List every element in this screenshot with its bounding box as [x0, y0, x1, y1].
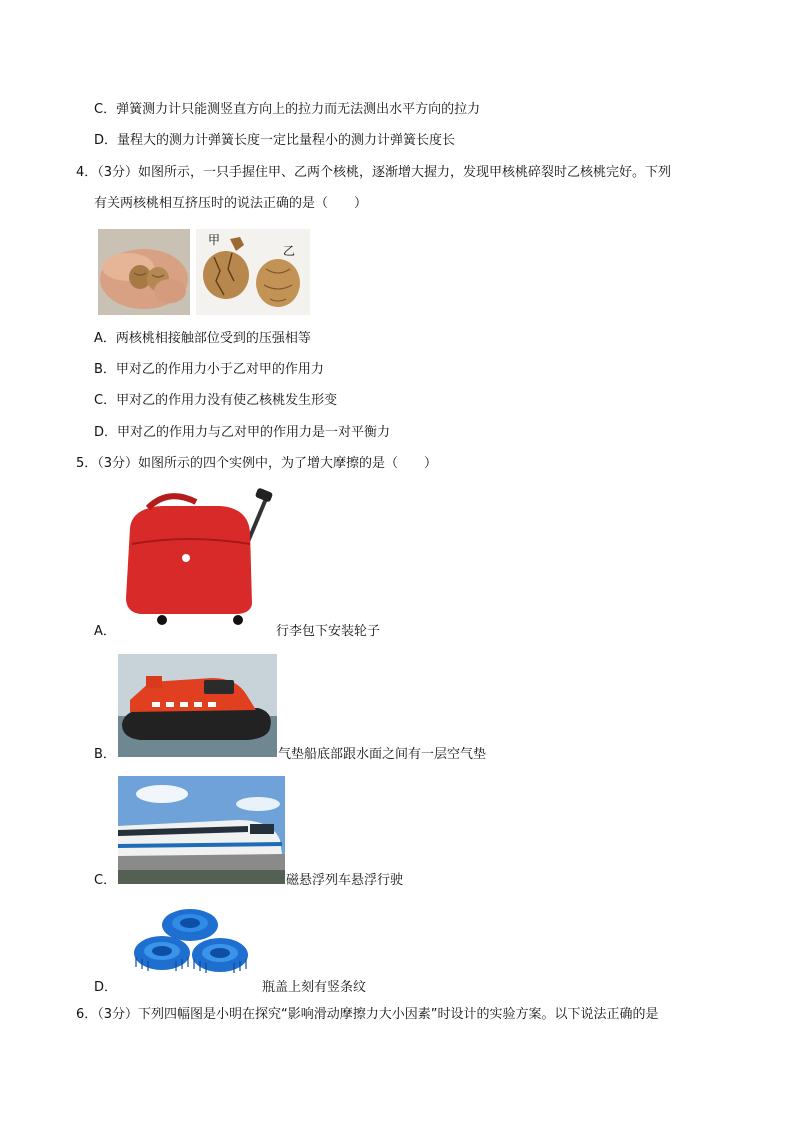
hovercraft-photo: [118, 654, 277, 757]
maglev-train-photo: [118, 776, 285, 884]
q4-option-a: A．两核桃相接触部位受到的压强相等: [94, 331, 311, 346]
luggage-photo: [118, 486, 275, 627]
q3-option-d: D．量程大的测力计弹簧长度一定比量程小的测力计弹簧长度长: [94, 133, 456, 148]
q5-option-b-letter: B．: [94, 747, 116, 762]
bottle-caps-photo: [118, 897, 263, 984]
q3-option-c: C．弹簧测力计只能测竖直方向上的拉力而无法测出水平方向的拉力: [94, 102, 481, 117]
q5-stem: 5．（3分）如图所示的四个实例中，为了增大摩擦的是（ ）: [76, 456, 438, 471]
q5-option-b-text: 气垫船底部跟水面之间有一层空气垫: [278, 747, 487, 762]
q4-option-d: D．甲对乙的作用力与乙对甲的作用力是一对平衡力: [94, 425, 391, 440]
q5-option-c-letter: C．: [94, 873, 117, 888]
q5-option-a-text: 行李包下安装轮子: [276, 624, 381, 639]
q4-stem-line2: 有关两核桃相互挤压时的说法正确的是（ ）: [94, 196, 368, 211]
q4-stem-line1: 4．（3分）如图所示，一只手握住甲、乙两个核桃，逐渐增大握力，发现甲核桃碎裂时乙核桃完好。下列: [76, 165, 672, 180]
q5-option-d-text: 瓶盖上刻有竖条纹: [262, 980, 367, 995]
q4-option-c: C．甲对乙的作用力没有使乙核桃发生形变: [94, 393, 338, 408]
q4-option-b: B．甲对乙的作用力小于乙对甲的作用力: [94, 362, 324, 377]
q5-option-c-text: 磁悬浮列车悬浮行驶: [286, 873, 404, 888]
q6-stem: 6．（3分）下列四幅图是小明在探究“影响滑动摩擦力大小因素”时设计的实验方案。以下说法正确的是: [76, 1007, 659, 1022]
q5-option-a-letter: A．: [94, 624, 116, 639]
figure-label-jia: 甲: [208, 233, 221, 247]
figure-label-yi: 乙: [283, 244, 296, 258]
walnut-hand-photo: [98, 229, 190, 315]
q5-option-d-letter: D．: [94, 980, 118, 995]
